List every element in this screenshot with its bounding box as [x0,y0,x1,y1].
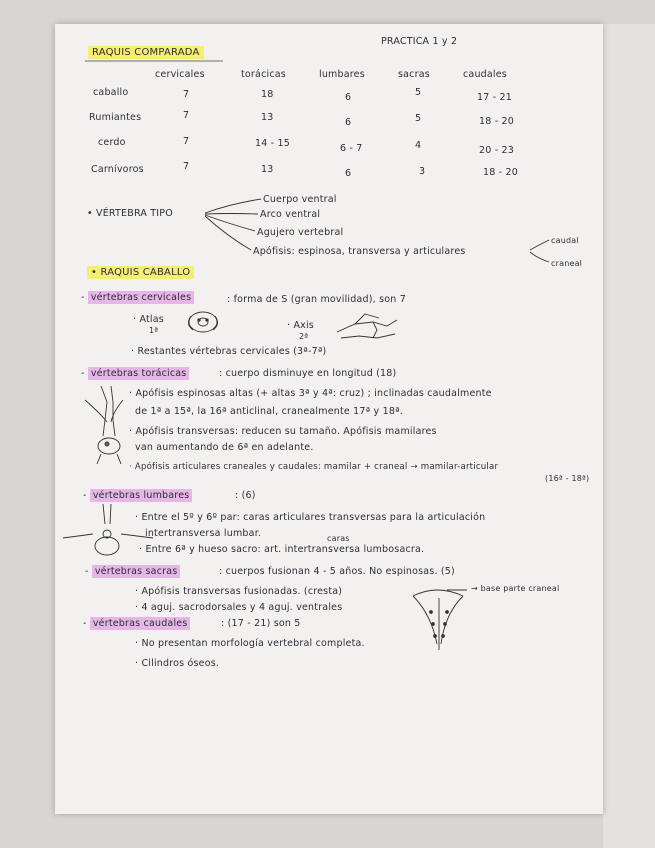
col-sacras: sacras [398,69,430,80]
row-name-carnivoros: Carnívoros [91,164,144,175]
table-cell: 18 - 20 [479,116,515,127]
raquis-caballo-title: • RAQUIS CABALLO [87,266,194,279]
table-cell: 17 - 21 [477,92,513,103]
notebook-page: RAQUIS COMPARADA PRACTICA 1 y 2 cervicales torácicas lumbares sacras caudales caballo 7 18 6 5 17 - 21 Rumiantes 7 13 6 5 18 - 20 cerdo 7 14 - 15 6 - 7 4 20 - 23 Carnívoros 7 13 6 3 18 - 20 • VÉRTEBRA TIPO Cuerpo ventral Arco ventral Agujero vertebral Apófisis: espinosa, transversa y articulares caudal craneal • RAQUIS CABALLO - vértebras cervicales : forma de S (gran movilidad), son 7 · Atlas 1ª · Axis 2ª · Restantes vértebras cervicales (3ª-7ª) - vértebras torácicas : cuerpo disminuye en longitud (18) · Apófisis espinosas altas (+ altas 3ª y 4ª: cruz) ; inclinadas caudalmente de 1ª a 15ª, la 16ª anticlinal, cranealmente 17ª y 18ª. · Apófisis transversas: reducen su tamaño. Apófisis mamilares van aumentando de 6ª en adelante. · Apófisis articulares craneales y caudales: mamilar + craneal → mamilar-articular (16ª - 18ª) - vértebras lumbares : (6) · Entre el 5º y 6º par: caras articulares transversas para la articulación intertransversa lumbar. · Entre 6ª y hueso sacro: art. intertransversa lumbosacra. caras - vértebras sacras : cuerpos fusionan 4 - 5 años. No espinosas. (5) · Apófisis transversas fusionadas. (cresta) · 4 aguj. sacrodorsales y 4 aguj. ventrales → base parte craneal - vértebras caudales : (17 - 21) son 5 · No presentan morfología vertebral completa. · Cilindros óseos. [55,24,603,814]
thoracic-vertebra-drawing [85,386,123,464]
hand-drawings [55,24,603,814]
branch-craneal: craneal [551,259,583,268]
table-cell: 6 [345,117,352,128]
sacras-line: · Apófisis transversas fusionadas. (cresta) [135,586,343,597]
atlas-number: 1ª [149,326,159,335]
axis-number: 2ª [299,332,309,341]
cervicales-restantes: · Restantes vértebras cervicales (3ª-7ª) [131,346,327,357]
axis-label: · Axis [287,320,314,331]
toracicas-line: van aumentando de 6ª en adelante. [135,442,314,453]
lumbares-line: · Entre 6ª y hueso sacro: art. intertransversa lumbosacra. [139,544,425,555]
toracicas-line: · Apófisis articulares craneales y caudales: mamilar + craneal → mamilar-articular [129,462,499,472]
vertebra-part: Agujero vertebral [257,227,344,238]
atlas-label: · Atlas [133,314,164,325]
toracicas-line: · Apófisis espinosas altas (+ altas 3ª y 4ª: cruz) ; inclinadas caudalmente [129,388,492,399]
table-cell: 20 - 23 [479,145,515,156]
practica-label: PRACTICA 1 y 2 [381,36,458,47]
table-cell: 7 [183,161,190,172]
lumbar-vertebra-drawing [63,504,153,555]
table-cell: 14 - 15 [255,138,291,149]
caras-note: caras [327,534,350,543]
caudales-label: vértebras caudales [90,617,191,630]
branch-caudal: caudal [551,236,579,245]
table-cell: 13 [261,164,274,175]
table-cell: 7 [183,136,190,147]
lumbares-label: vértebras lumbares [90,489,193,502]
table-cell: 18 - 20 [483,167,519,178]
sacras-line: · 4 aguj. sacrodorsales y 4 aguj. ventrales [135,602,343,613]
vertebra-part: Arco ventral [260,209,321,220]
sacras-arrow-note: → base parte craneal [471,584,560,593]
row-name-rumiantes: Rumiantes [89,112,142,123]
atlas-drawing [188,312,217,332]
page-background-edge [603,24,655,848]
col-caudales: caudales [463,69,507,80]
sacras-label: vértebras sacras [92,565,181,578]
lumbares-desc: : (6) [235,490,256,501]
caudales-line: · Cilindros óseos. [135,658,220,669]
toracicas-label: vértebras torácicas [88,367,190,380]
toracicas-line: · Apófisis transversas: reducen su tamaño. Apófisis mamilares [129,426,437,437]
caudales-desc: : (17 - 21) son 5 [221,618,301,629]
table-cell: 4 [415,140,422,151]
table-cell: 5 [415,87,422,98]
toracicas-desc: : cuerpo disminuye en longitud (18) [219,368,397,379]
table-cell: 6 [345,92,352,103]
col-toracicas: torácicas [241,69,286,80]
table-cell: 6 [345,168,352,179]
table-cell: 3 [419,166,426,177]
col-cervicales: cervicales [155,69,205,80]
axis-drawing [337,314,397,338]
cervicales-label: vértebras cervicales [88,291,194,304]
table-cell: 6 - 7 [340,143,363,154]
toracicas-line: de 1ª a 15ª, la 16ª anticlinal, cranealmente 17ª y 18ª. [135,406,403,417]
col-lumbares: lumbares [319,69,365,80]
sacras-desc: : cuerpos fusionan 4 - 5 años. No espinosas. (5) [219,566,455,577]
table-cell: 7 [183,110,190,121]
sacrum-drawing [413,590,467,650]
cervicales-desc: : forma de S (gran movilidad), son 7 [227,294,406,305]
toracicas-note: (16ª - 18ª) [545,474,590,483]
row-name-cerdo: cerdo [98,137,126,148]
vertebra-tipo-branches [205,199,549,262]
table-cell: 18 [261,89,274,100]
lumbares-line: intertransversa lumbar. [145,528,262,539]
table-cell: 13 [261,112,274,123]
vertebra-part: Apófisis: espinosa, transversa y articulares [253,246,466,257]
lumbares-line: · Entre el 5º y 6º par: caras articulares transversas para la articulación [135,512,486,523]
table-cell: 7 [183,89,190,100]
page-heading: RAQUIS COMPARADA [88,46,204,59]
row-name-caballo: caballo [93,87,129,98]
table-cell: 5 [415,113,422,124]
caudales-line: · No presentan morfología vertebral completa. [135,638,365,649]
vertebra-part: Cuerpo ventral [263,194,337,205]
vertebra-tipo-title: • VÉRTEBRA TIPO [87,208,173,219]
